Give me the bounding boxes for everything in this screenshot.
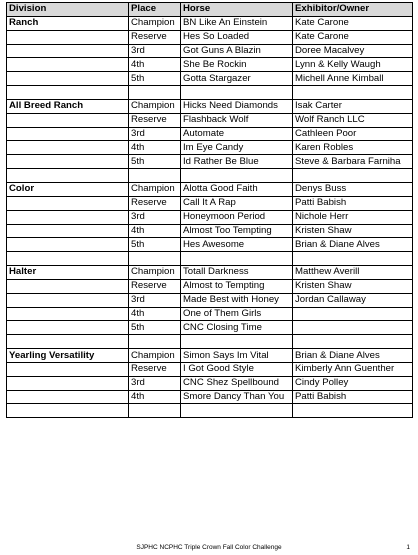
exhibitor-cell: Doree Macalvey	[293, 44, 413, 58]
division-cell-empty	[7, 113, 129, 127]
exhibitor-cell: Lynn & Kelly Waugh	[293, 58, 413, 72]
division-cell-empty	[7, 376, 129, 390]
results-table	[6, 2, 413, 418]
exhibitor-cell: Kristen Shaw	[293, 279, 413, 293]
table-row	[7, 293, 413, 307]
horse-cell: Im Eye Candy	[181, 141, 293, 155]
empty-cell	[293, 169, 413, 183]
table-row	[7, 141, 413, 155]
place-cell: 5th	[129, 72, 181, 86]
empty-cell	[129, 404, 181, 418]
exhibitor-cell: Karen Robles	[293, 141, 413, 155]
division-cell-empty	[7, 30, 129, 44]
horse-cell: Honeymoon Period	[181, 210, 293, 224]
horse-cell: Almost Too Tempting	[181, 224, 293, 238]
horse-cell: Totall Darkness	[181, 266, 293, 280]
division-cell-empty	[7, 155, 129, 169]
empty-cell	[129, 252, 181, 266]
table-row	[7, 99, 413, 113]
place-cell: Champion	[129, 349, 181, 363]
table-row	[7, 390, 413, 404]
place-cell: Reserve	[129, 196, 181, 210]
horse-cell: Smore Dancy Than You	[181, 390, 293, 404]
horse-cell: Hicks Need Diamonds	[181, 99, 293, 113]
empty-cell	[129, 169, 181, 183]
place-cell: 4th	[129, 141, 181, 155]
horse-cell: Call It A Rap	[181, 196, 293, 210]
table-row	[7, 376, 413, 390]
empty-cell	[181, 252, 293, 266]
table-row	[7, 321, 413, 335]
table-row	[7, 72, 413, 86]
empty-cell	[293, 252, 413, 266]
place-cell: 3rd	[129, 127, 181, 141]
empty-cell	[129, 335, 181, 349]
empty-cell	[7, 86, 129, 100]
horse-cell: CNC Closing Time	[181, 321, 293, 335]
exhibitor-cell: Jordan Callaway	[293, 293, 413, 307]
empty-cell	[7, 404, 129, 418]
exhibitor-cell: Cindy Polley	[293, 376, 413, 390]
division-cell-empty	[7, 307, 129, 321]
table-row	[7, 224, 413, 238]
table-row	[7, 155, 413, 169]
division-cell-empty	[7, 127, 129, 141]
division-cell-empty	[7, 293, 129, 307]
table-row	[7, 266, 413, 280]
horse-cell: Made Best with Honey	[181, 293, 293, 307]
place-cell: Reserve	[129, 362, 181, 376]
spacer-row	[7, 335, 413, 349]
horse-cell: One of Them Girls	[181, 307, 293, 321]
place-cell: 4th	[129, 390, 181, 404]
exhibitor-cell: Brian & Diane Alves	[293, 238, 413, 252]
exhibitor-cell: Kristen Shaw	[293, 224, 413, 238]
table-row	[7, 127, 413, 141]
exhibitor-cell	[293, 307, 413, 321]
horse-cell: Id Rather Be Blue	[181, 155, 293, 169]
page-footer-title: SJPHC NCPHC Triple Crown Fall Color Challenge	[136, 544, 282, 551]
table-row	[7, 58, 413, 72]
empty-cell	[181, 335, 293, 349]
empty-cell	[7, 335, 129, 349]
place-cell: 5th	[129, 321, 181, 335]
empty-cell	[293, 404, 413, 418]
spacer-row	[7, 169, 413, 183]
horse-cell: Automate	[181, 127, 293, 141]
division-cell-empty	[7, 390, 129, 404]
horse-cell: Simon Says Im Vital	[181, 349, 293, 363]
spacer-row	[7, 252, 413, 266]
place-cell: 4th	[129, 307, 181, 321]
empty-cell	[7, 169, 129, 183]
division-cell-empty	[7, 224, 129, 238]
exhibitor-cell: Michell Anne Kimball	[293, 72, 413, 86]
exhibitor-cell: Kate Carone	[293, 16, 413, 30]
exhibitor-cell: Isak Carter	[293, 99, 413, 113]
table-row	[7, 16, 413, 30]
exhibitor-cell: Denys Buss	[293, 182, 413, 196]
exhibitor-cell: Brian & Diane Alves	[293, 349, 413, 363]
spacer-row	[7, 86, 413, 100]
division-name: Ranch	[7, 16, 129, 30]
exhibitor-cell: Matthew Averill	[293, 266, 413, 280]
division-cell-empty	[7, 72, 129, 86]
division-cell-empty	[7, 238, 129, 252]
division-name: Color	[7, 182, 129, 196]
empty-cell	[293, 86, 413, 100]
table-row	[7, 210, 413, 224]
table-row	[7, 279, 413, 293]
horse-cell: I Got Good Style	[181, 362, 293, 376]
empty-cell	[181, 169, 293, 183]
horse-cell: Got Guns A Blazin	[181, 44, 293, 58]
place-cell: 3rd	[129, 293, 181, 307]
place-cell: Reserve	[129, 30, 181, 44]
table-row	[7, 362, 413, 376]
division-cell-empty	[7, 321, 129, 335]
division-name: All Breed Ranch	[7, 99, 129, 113]
horse-cell: She Be Rockin	[181, 58, 293, 72]
horse-cell: Almost to Tempting	[181, 279, 293, 293]
table-row	[7, 307, 413, 321]
horse-cell: Alotta Good Faith	[181, 182, 293, 196]
division-cell-empty	[7, 196, 129, 210]
horse-cell: Gotta Stargazer	[181, 72, 293, 86]
exhibitor-cell	[293, 321, 413, 335]
place-cell: 5th	[129, 155, 181, 169]
empty-cell	[293, 335, 413, 349]
exhibitor-cell: Patti Babish	[293, 390, 413, 404]
exhibitor-cell: Kimberly Ann Guenther	[293, 362, 413, 376]
table-row	[7, 349, 413, 363]
exhibitor-cell: Wolf Ranch LLC	[293, 113, 413, 127]
exhibitor-cell: Cathleen Poor	[293, 127, 413, 141]
division-name: Yearling Versatility	[7, 349, 129, 363]
exhibitor-cell: Kate Carone	[293, 30, 413, 44]
page-number: 1	[406, 544, 410, 551]
empty-cell	[7, 252, 129, 266]
table-row	[7, 196, 413, 210]
division-cell-empty	[7, 279, 129, 293]
place-cell: 4th	[129, 224, 181, 238]
table-row	[7, 113, 413, 127]
empty-cell	[181, 86, 293, 100]
division-cell-empty	[7, 141, 129, 155]
exhibitor-column-header: Exhibitor/Owner	[293, 3, 413, 17]
horse-cell: BN Like An Einstein	[181, 16, 293, 30]
place-cell: Champion	[129, 16, 181, 30]
table-row	[7, 44, 413, 58]
division-cell-empty	[7, 44, 129, 58]
table-row	[7, 30, 413, 44]
horse-cell: Flashback Wolf	[181, 113, 293, 127]
empty-cell	[129, 86, 181, 100]
place-cell: 5th	[129, 238, 181, 252]
place-cell: 4th	[129, 58, 181, 72]
table-row	[7, 182, 413, 196]
division-column-header: Division	[7, 3, 129, 17]
division-cell-empty	[7, 210, 129, 224]
division-name: Halter	[7, 266, 129, 280]
empty-cell	[181, 404, 293, 418]
place-cell: Reserve	[129, 279, 181, 293]
place-cell: Champion	[129, 182, 181, 196]
results-body	[7, 16, 413, 417]
horse-cell: Hes Awesome	[181, 238, 293, 252]
table-row	[7, 238, 413, 252]
place-cell: Champion	[129, 99, 181, 113]
exhibitor-cell: Steve & Barbara Farniha	[293, 155, 413, 169]
header-row	[7, 3, 413, 17]
place-column-header: Place	[129, 3, 181, 17]
division-cell-empty	[7, 362, 129, 376]
place-cell: 3rd	[129, 376, 181, 390]
exhibitor-cell: Patti Babish	[293, 196, 413, 210]
division-cell-empty	[7, 58, 129, 72]
place-cell: Reserve	[129, 113, 181, 127]
exhibitor-cell: Nichole Herr	[293, 210, 413, 224]
place-cell: 3rd	[129, 44, 181, 58]
horse-cell: CNC Shez Spellbound	[181, 376, 293, 390]
place-cell: Champion	[129, 266, 181, 280]
horse-column-header: Horse	[181, 3, 293, 17]
place-cell: 3rd	[129, 210, 181, 224]
spacer-row	[7, 404, 413, 418]
horse-cell: Hes So Loaded	[181, 30, 293, 44]
